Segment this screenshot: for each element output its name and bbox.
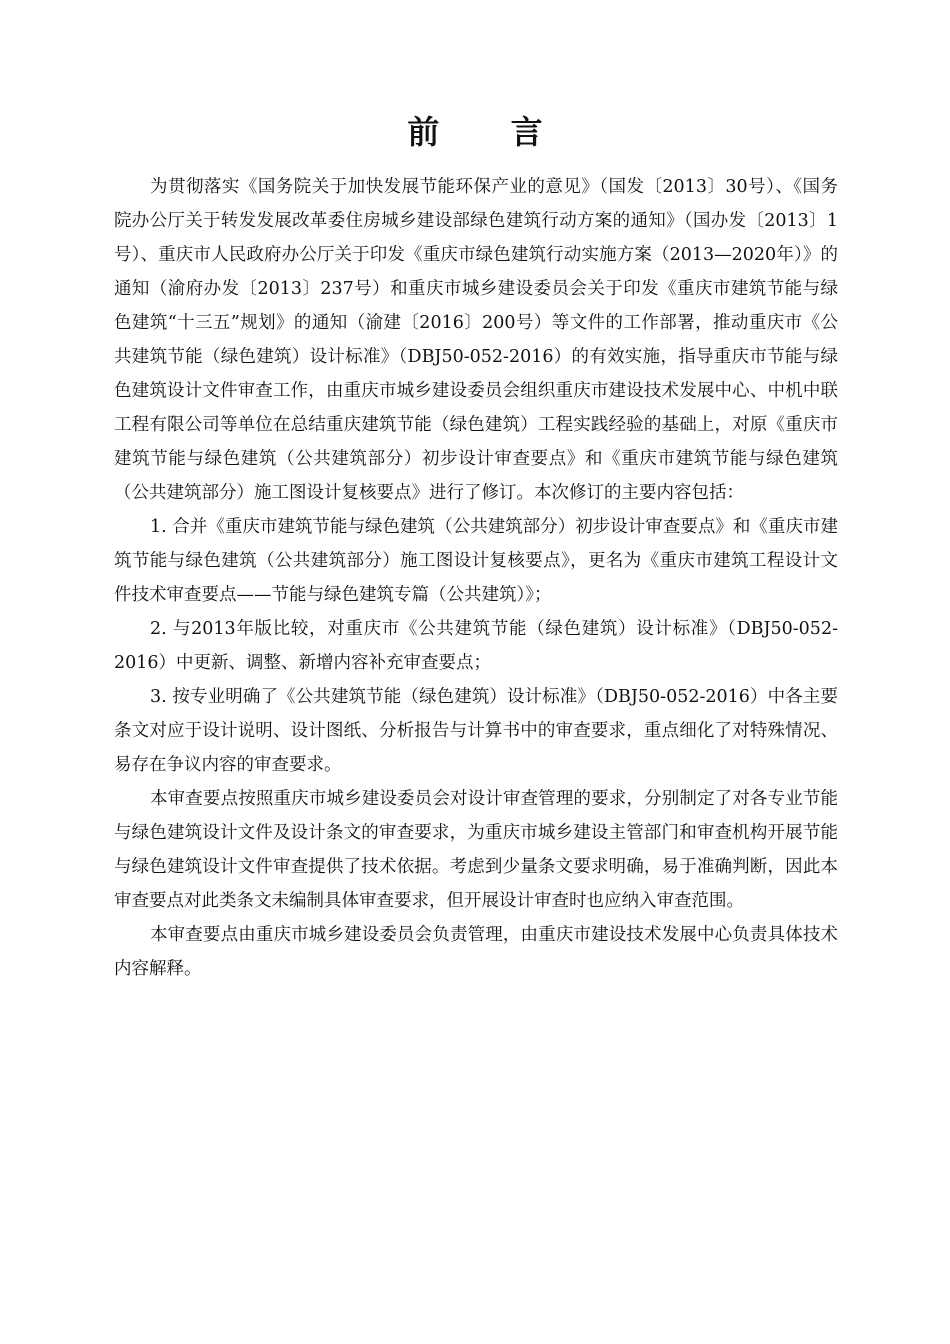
body-text — [114, 170, 838, 986]
paragraph-management: 本审查要点由重庆市城乡建设委员会负责管理，由重庆市建设技术发展中心负责具体技术内容解释。 — [114, 925, 838, 979]
paragraph-item-3: 3. 按专业明确了《公共建筑节能（绿色建筑）设计标准》（DBJ50-052-2016）中各主要条文对应于设计说明、设计图纸、分析报告与计算书中的审查要求，重点细化了对特殊情况、易存在争议内容的审查要求。 — [114, 687, 838, 775]
paragraph-intro: 为贯彻落实《国务院关于加快发展节能环保产业的意见》（国发〔2013〕30号）、《国务院办公厅关于转发发展改革委住房城乡建设部绿色建筑行动方案的通知》（国办发〔2013〕1号）、重庆市人民政府办公厅关于印发《重庆市绿色建筑行动实施方案（2013—2020年）》的通知（渝府办发〔2013〕237号）和重庆市城乡建设委员会关于印发《重庆市建筑节能与绿色建筑“十三五”规划》的通知（渝建〔2016〕200号）等文件的工作部署，推动重庆市《公共建筑节能（绿色建筑）设计标准》（DBJ50-052-2016）的有效实施，指导重庆市节能与绿色建筑设计文件审查工作，由重庆市城乡建设委员会组织重庆市建设技术发展中心、中机中联工程有限公司等单位在总结重庆建筑节能（绿色建筑）工程实践经验的基础上，对原《重庆市建筑节能与绿色建筑（公共建筑部分）初步设计审查要点》和《重庆市建筑节能与绿色建筑（公共建筑部分）施工图设计复核要点》进行了修订。本次修订的主要内容包括： — [114, 177, 838, 503]
paragraph-item-1: 1. 合并《重庆市建筑节能与绿色建筑（公共建筑部分）初步设计审查要点》和《重庆市建筑节能与绿色建筑（公共建筑部分）施工图设计复核要点》，更名为《重庆市建筑工程设计文件技术审查要点——节能与绿色建筑专篇（公共建筑）》； — [114, 517, 838, 605]
paragraph-item-2: 2. 与2013年版比较，对重庆市《公共建筑节能（绿色建筑）设计标准》（DBJ50-052-2016）中更新、调整、新增内容补充审查要点； — [114, 619, 838, 673]
page-title: 前 言 — [407, 113, 573, 151]
paragraph-scope: 本审查要点按照重庆市城乡建设委员会对设计审查管理的要求，分别制定了对各专业节能与绿色建筑设计文件及设计条文的审查要求，为重庆市城乡建设主管部门和审查机构开展节能与绿色建筑设计文件审查提供了技术依据。考虑到少量条文要求明确，易于准确判断，因此本审查要点对此类条文未编制具体审查要求，但开展设计审查时也应纳入审查范围。 — [114, 789, 838, 911]
